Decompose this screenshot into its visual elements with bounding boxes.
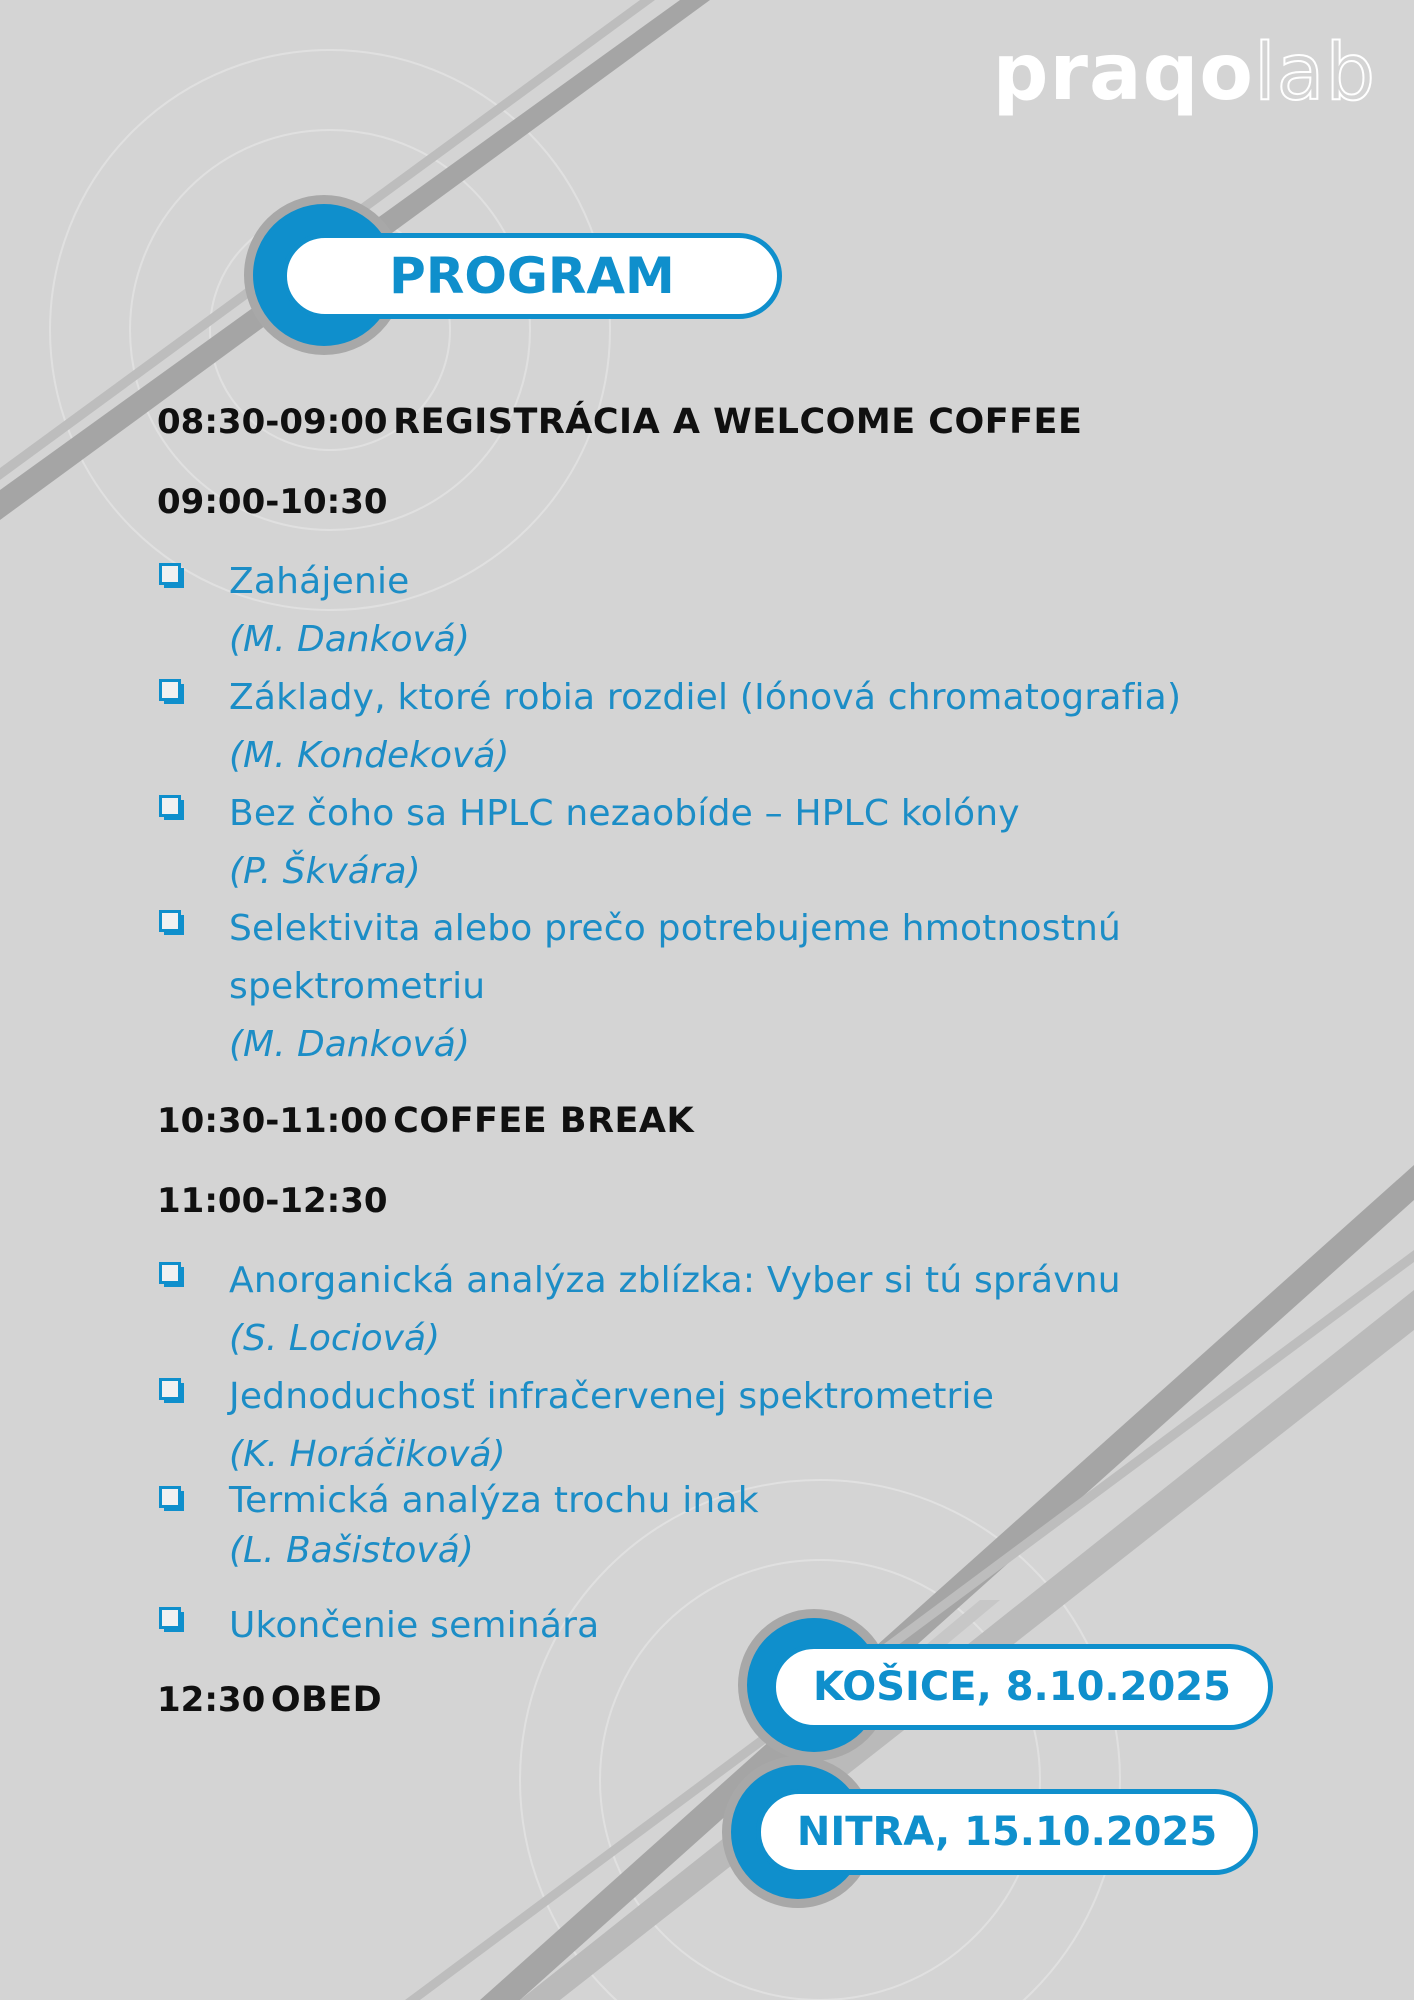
page-title: PROGRAM	[282, 233, 782, 319]
checkbox-icon	[159, 1378, 181, 1400]
checkbox-icon	[159, 1607, 181, 1629]
list-item: Zahájenie (M. Danková)	[157, 553, 1277, 669]
schedule-row: 09:00-10:30	[157, 482, 388, 522]
list-item: Anorganická analýza zblízka: Vyber si tú správnu (S. Lociová)	[157, 1252, 1277, 1368]
checkbox-icon	[159, 1262, 181, 1284]
checkbox-icon	[159, 910, 181, 932]
date-kosice: KOŠICE, 8.10.2025	[771, 1644, 1273, 1730]
list-item: Ukončenie seminára	[157, 1597, 1277, 1655]
list-item: Termická analýza trochu inak (L. Bašistová)	[157, 1476, 1277, 1576]
schedule-row: 08:30-09:00 REGISTRÁCIA A WELCOME COFFEE	[157, 402, 1083, 442]
date-nitra: NITRA, 15.10.2025	[756, 1789, 1258, 1875]
list-item: Bez čoho sa HPLC nezaobíde – HPLC kolóny (P. Škvára)	[157, 785, 1277, 901]
list-item: Základy, ktoré robia rozdiel (Iónová chromatografia) (M. Kondeková)	[157, 669, 1277, 785]
checkbox-icon	[159, 795, 181, 817]
praqolab-logo: praqolab	[992, 28, 1376, 118]
list-item: Jednoduchosť infračervenej spektrometrie (K. Horáčiková)	[157, 1368, 1277, 1484]
schedule-row: 10:30-11:00 COFFEE BREAK	[157, 1101, 695, 1141]
list-item: Selektivita alebo prečo potrebujeme hmotnostnú spektrometriu (M. Danková)	[157, 900, 1167, 1074]
schedule-row: 12:30 OBED	[157, 1680, 383, 1720]
checkbox-icon	[159, 1486, 181, 1508]
schedule-row: 11:00-12:30	[157, 1181, 388, 1221]
checkbox-icon	[159, 679, 181, 701]
checkbox-icon	[159, 563, 181, 585]
